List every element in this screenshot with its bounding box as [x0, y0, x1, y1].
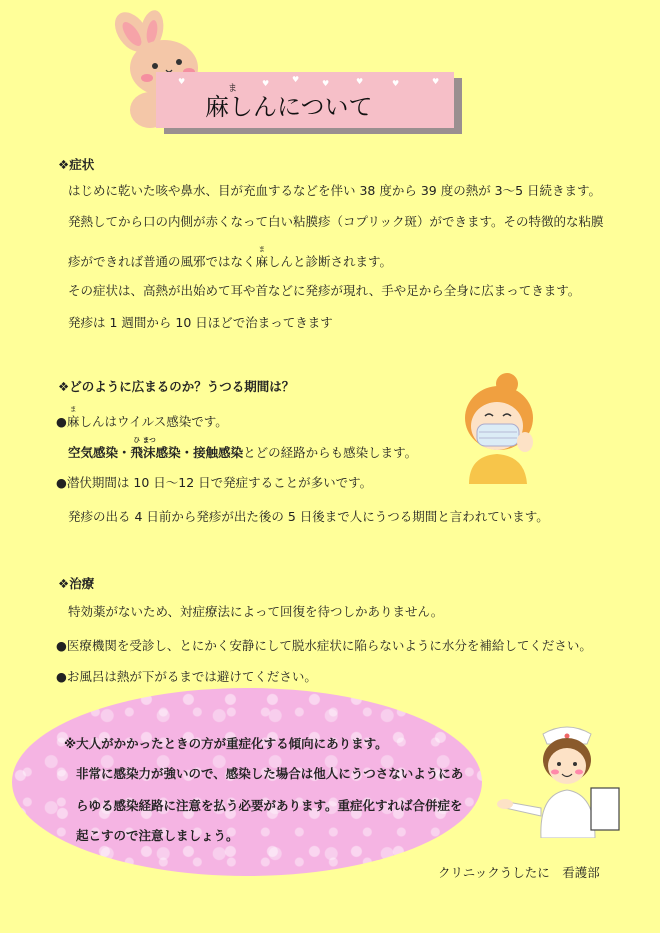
heart-icon: ♥	[292, 75, 300, 84]
masked-woman-icon	[455, 372, 545, 484]
heart-icon: ♥	[432, 77, 440, 86]
treatment-heading: ❖治療	[58, 576, 95, 591]
footer-clinic: クリニックうしたに 看護部	[438, 865, 600, 880]
spread-line: ●潜伏期間は 10 日～12 日で発症することが多いです。	[56, 475, 373, 490]
note-line: 非常に感染力が強いので、感染した場合は他人にうつさないようにあ	[76, 766, 464, 781]
treatment-line: ●お風呂は熱が下がるまでは避けてください。	[56, 669, 317, 684]
treatment-line: 特効薬がないため、対症療法によって回復を待つしかありません。	[68, 604, 444, 619]
heart-icon: ♥	[262, 79, 270, 88]
title-ruby: ま	[228, 84, 238, 94]
spread-line: 発疹の出る 4 日前から発疹が出た後の 5 日後まで人にうつる期間と言われています。	[68, 509, 549, 524]
spread-line: 空気感染・ ひ 飛 まつ 沫感染・接触感染とどの経路からも感染します。	[68, 436, 418, 460]
treatment-line: ●医療機関を受診し、とにかく安静にして脱水症状に陥らないように水分を補給してください。	[56, 638, 592, 653]
note-line: ※大人がかかったときの方が重症化する傾向にあります。	[64, 736, 388, 751]
symptoms-line: 発疹は 1 週間から 10 日ほどで治まってきます	[68, 315, 333, 330]
symptoms-line: 発熱してから口の内側が赤くなって白い粘膜疹（コプリック斑）ができます。その特徴的な粘膜	[68, 214, 604, 229]
note-line: 起こすので注意しましょう。	[76, 828, 239, 843]
page-title: 麻しんについて	[205, 93, 373, 121]
spread-line: ● ま 麻しんはウイルス感染です。	[56, 405, 228, 429]
heart-icon: ♥	[322, 79, 330, 88]
symptoms-line: その症状は、高熱が出始めて耳や首などに発疹が現れ、手や足から全身に広まってきます。	[68, 283, 581, 298]
symptoms-line: はじめに乾いた咳や鼻水、目が充血するなどを伴い 38 度から 39 度の熱が 3～5 日続きます。	[68, 183, 602, 198]
note-line: らゆる感染経路に注意を払う必要があります。重症化すれば合併症を	[76, 798, 463, 813]
symptoms-line: 疹ができれば普通の風邪ではなく ま 麻しんと診断されます。	[68, 245, 393, 269]
symptoms-heading: ❖症状	[58, 157, 95, 172]
spread-heading: ❖どのように広まるのか？うつる期間は？	[58, 379, 295, 394]
heart-icon: ♥	[392, 79, 400, 88]
nurse-icon	[495, 718, 625, 838]
heart-icon: ♥	[356, 77, 364, 86]
note-cloud	[12, 688, 482, 876]
heart-icon: ♥	[178, 77, 186, 86]
